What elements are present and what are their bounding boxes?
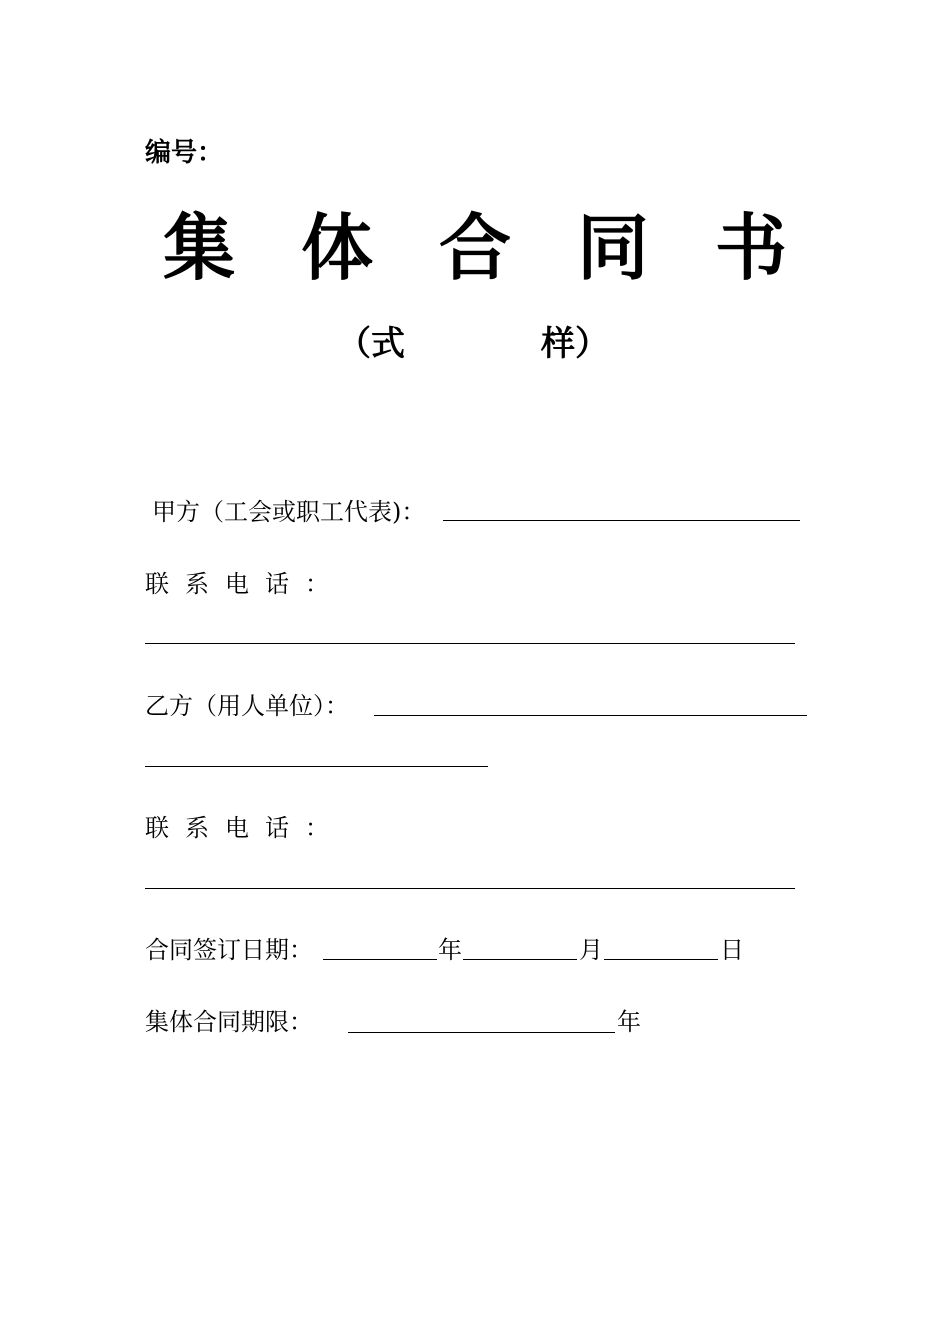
month-label: 月 <box>579 936 603 964</box>
term-label: 集体合同期限： <box>145 1008 313 1036</box>
sign-date-label: 合同签订日期： <box>145 936 313 964</box>
subtitle-close-paren: ） <box>575 324 609 364</box>
title-char-1: 集 <box>162 206 235 290</box>
subtitle <box>337 322 609 366</box>
subtitle-open-paren: （ <box>337 324 371 364</box>
sign-year-blank[interactable] <box>323 959 437 960</box>
sign-day-blank[interactable] <box>604 959 718 960</box>
phone-b-label: 联系电话： <box>145 814 345 842</box>
phone-a-label: 联系电话： <box>145 570 345 598</box>
year-label: 年 <box>438 936 462 964</box>
subtitle-char-2: 样 <box>541 324 575 364</box>
title-char-5: 书 <box>715 206 788 290</box>
subtitle-char-1: 式 <box>371 324 405 364</box>
phone-b-blank[interactable] <box>145 888 795 889</box>
page-title <box>0 206 950 290</box>
party-a-blank[interactable] <box>443 520 800 521</box>
serial-number-label: 编号： <box>145 138 224 168</box>
sign-month-blank[interactable] <box>463 959 577 960</box>
title-char-3: 合 <box>438 206 511 290</box>
title-char-2: 体 <box>300 206 373 290</box>
party-a-label: 甲方（工会或职工代表)： <box>152 498 426 526</box>
title-char-4: 同 <box>577 206 650 290</box>
party-b-label: 乙方（用人单位）： <box>145 692 349 720</box>
party-b-blank-line-1[interactable] <box>374 715 807 716</box>
term-unit-label: 年 <box>617 1008 641 1036</box>
party-b-blank-line-2[interactable] <box>145 766 488 767</box>
term-blank[interactable] <box>348 1032 615 1033</box>
day-label: 日 <box>720 936 744 964</box>
phone-a-blank[interactable] <box>145 643 795 644</box>
